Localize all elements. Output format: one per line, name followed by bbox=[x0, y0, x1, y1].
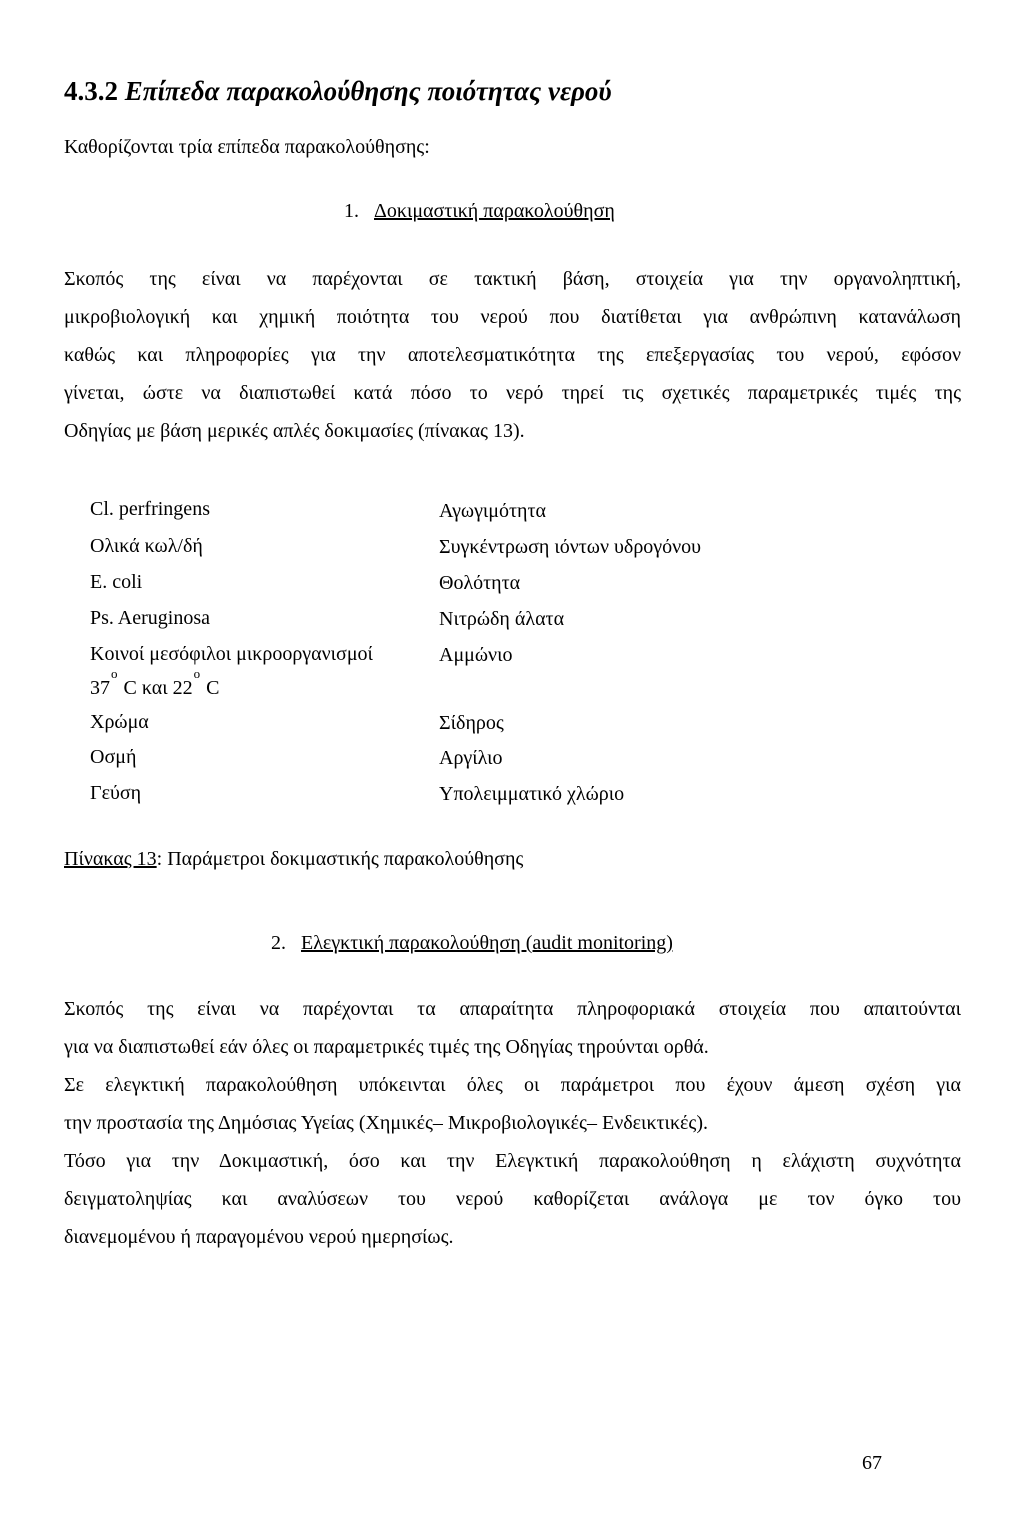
degree-sign: o bbox=[193, 666, 201, 681]
paragraph-line: για να διαπιστωθεί εάν όλες οι παραμετρικές τιμές της Οδηγίας τηρούνται ορθά. bbox=[64, 1036, 709, 1058]
page-number: 67 bbox=[862, 1452, 882, 1474]
paragraph-line: Οδηγίας με βάση μερικές απλές δοκιμασίες (πίνακας 13). bbox=[64, 420, 525, 442]
item-1-number: 1. bbox=[344, 200, 359, 222]
degree-sign: o bbox=[111, 666, 118, 681]
table-cell: Cl. perfringens bbox=[90, 498, 210, 520]
item-1-paragraph bbox=[64, 260, 961, 450]
table-cell: Ps. Aeruginosa bbox=[90, 607, 210, 629]
temperature-unit: C και bbox=[118, 677, 173, 699]
temperature-value: 37 bbox=[90, 677, 110, 699]
section-number: 4.3.2 bbox=[64, 76, 118, 106]
table-cell: Νιτρώδη άλατα bbox=[439, 608, 565, 630]
paragraph-line: Σκοπός της είναι να παρέχονται τα απαραίτητα πληροφοριακά στοιχεία που απαιτούνται bbox=[64, 998, 961, 1020]
intro-text: Καθορίζονται τρία επίπεδα παρακολούθησης: bbox=[64, 136, 430, 158]
temperature-value: 22 bbox=[172, 677, 193, 699]
temperature-line bbox=[90, 666, 220, 700]
section-title: Επίπεδα παρακολούθησης ποιότητας νερού bbox=[124, 76, 612, 106]
paragraph-line: καθώς και πληροφορίες για την αποτελεσματικότητα της επεξεργασίας του νερού, εφόσον bbox=[64, 344, 961, 366]
table-cell: Θολότητα bbox=[439, 572, 521, 594]
table-cell: Υπολειμματικό χλώριο bbox=[439, 783, 625, 805]
paragraph-line: διανεμομένου ή παραγομένου νερού ημερησίως. bbox=[64, 1226, 454, 1248]
temperature-unit: C bbox=[201, 677, 220, 699]
paragraph-line: Τόσο για την Δοκιμαστική, όσο και την Ελεγκτική παρακολούθηση η ελάχιστη συχνότητα bbox=[64, 1150, 961, 1172]
table-cell: E. coli bbox=[90, 571, 143, 593]
item-2-heading: Ελεγκτική παρακολούθηση (audit monitoring) bbox=[301, 932, 673, 954]
item-2-title bbox=[271, 932, 673, 955]
item-1-heading: Δοκιμαστική παρακολούθηση bbox=[374, 200, 615, 222]
table-cell: Ολικά κωλ/δή bbox=[90, 535, 203, 557]
table-cell: Οσμή bbox=[90, 746, 137, 768]
table-cell: Συγκέντρωση ιόντων υδρογόνου bbox=[439, 536, 702, 558]
paragraph-line: μικροβιολογική και χημική ποιότητα του νερού που διατίθεται για ανθρώπινη κατανάλωση bbox=[64, 306, 961, 328]
item-2-number: 2. bbox=[271, 932, 286, 954]
paragraph-line: δειγματοληψίας και αναλύσεων του νερού καθορίζεται ανάλογα με τον όγκο του bbox=[64, 1188, 961, 1210]
table-cell: Κοινοί μεσόφιλοι μικροοργανισμοί bbox=[90, 643, 373, 665]
item-1-title bbox=[344, 200, 615, 223]
table-cell: Σίδηρος bbox=[439, 712, 504, 734]
paragraph-line: την προστασία της Δημόσιας Υγείας (Χημικές– Μικροβιολογικές– Ενδεικτικές). bbox=[64, 1112, 708, 1134]
table-cell: Γεύση bbox=[90, 782, 142, 804]
paragraph-line: Σε ελεγκτική παρακολούθηση υπόκεινται όλες οι παράμετροι που έχουν άμεση σχέση για bbox=[64, 1074, 961, 1096]
paragraph-line: γίνεται, ώστε να διαπιστωθεί κατά πόσο το νερό τηρεί τις σχετικές παραμετρικές τιμές της bbox=[64, 382, 961, 404]
section-heading bbox=[64, 76, 612, 107]
table-cell: Αμμώνιο bbox=[439, 644, 513, 666]
table-caption-text: : Παράμετροι δοκιμαστικής παρακολούθησης bbox=[156, 848, 524, 870]
table-cell: Χρώμα bbox=[90, 711, 149, 733]
table-caption-label: Πίνακας 13 bbox=[64, 848, 157, 870]
table-caption bbox=[64, 848, 523, 871]
table-cell: Αγωγιμότητα bbox=[439, 500, 547, 522]
table-cell: Αργίλιο bbox=[439, 747, 503, 769]
paragraph-line: Σκοπός της είναι να παρέχονται σε τακτική βάση, στοιχεία για την οργανοληπτική, bbox=[64, 268, 961, 290]
item-2-paragraph bbox=[64, 990, 961, 1256]
